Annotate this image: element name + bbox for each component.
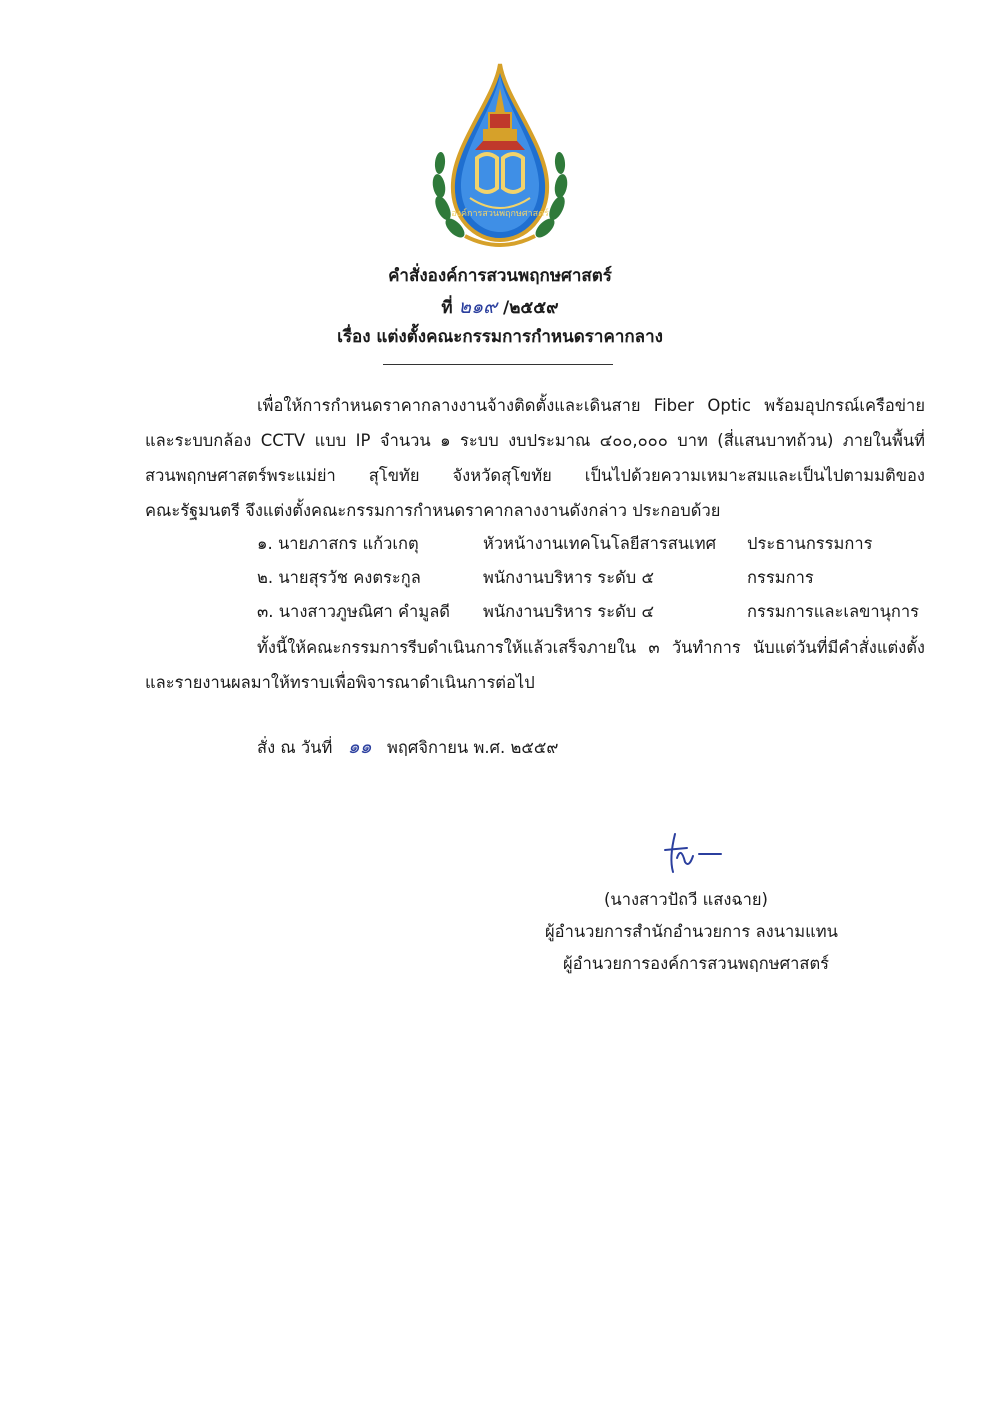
member-position: พนักงานบริหาร ระดับ ๕	[483, 568, 654, 587]
order-date	[257, 730, 558, 764]
organization-emblem-logo	[425, 58, 575, 258]
order-number-handwritten: ๒๑๙	[458, 296, 498, 318]
member-role: ประธานกรรมการ	[747, 534, 873, 553]
order-number-prefix: ที่	[441, 298, 453, 318]
member-name: ๓. นางสาวภูษณิศา คำมูลดี	[257, 602, 451, 621]
member-role: กรรมการ	[747, 568, 814, 587]
closing-paragraph	[145, 630, 925, 700]
handwritten-signature-icon	[655, 828, 725, 878]
closing-line: ทั้งนี้ให้คณะกรรมการรีบดำเนินการให้แล้วเสร็จภายใน ๓ วันทำการ นับแต่วันที่มีคำสั่งแต่งตั้ง	[257, 638, 925, 657]
member-role: กรรมการและเลขานุการ	[747, 602, 920, 621]
member-position: หัวหน้างานเทคโนโลยีสารสนเทศ	[483, 534, 717, 553]
body-paragraph	[145, 388, 925, 528]
closing-line: และรายงานผลมาให้ทราบเพื่อพิจารณาดำเนินการต่อไป	[145, 673, 535, 692]
heading-divider	[383, 364, 613, 365]
member-position: พนักงานบริหาร ระดับ ๔	[483, 602, 654, 621]
body-line: และระบบกล้อง CCTV แบบ IP จำนวน ๑ ระบบ งบประมาณ ๔๐๐,๐๐๐ บาท (สี่แสนบาทถ้วน) ภายในพื้นที่	[145, 431, 925, 450]
signatory-title: ผู้อำนวยการองค์การสวนพฤกษศาสตร์	[563, 954, 830, 973]
signatory-title: ผู้อำนวยการสำนักอำนวยการ ลงนามแทน	[545, 922, 838, 941]
body-line: คณะรัฐมนตรี จึงแต่งตั้งคณะกรรมการกำหนดราคากลางงานดังกล่าว ประกอบด้วย	[145, 501, 721, 520]
date-day-handwritten: ๑๑	[347, 736, 372, 758]
signatory-name: (นางสาวปัถวี แสงฉาย)	[604, 890, 768, 909]
member-name: ๒. นายสุรวัช คงตระกูล	[257, 568, 421, 587]
member-name: ๑. นายภาสกร แก้วเกตุ	[257, 534, 419, 553]
date-prefix: สั่ง ณ วันที่	[257, 738, 333, 757]
order-number-year: /๒๕๕๙	[502, 298, 559, 318]
logo-text: องค์การสวนพฤกษศาสตร์	[451, 209, 549, 219]
order-subject: เรื่อง แต่งตั้งคณะกรรมการกำหนดราคากลาง	[337, 327, 663, 347]
body-line: เพื่อให้การกำหนดราคากลางงานจ้างติดตั้งและเดินสาย Fiber Optic พร้อมอุปกรณ์เครือข่าย	[257, 396, 925, 415]
date-month-year: พฤศจิกายน พ.ศ. ๒๕๕๙	[386, 738, 559, 757]
order-number	[0, 292, 1000, 322]
order-heading: คำสั่งองค์การสวนพฤกษศาสตร์	[388, 266, 612, 286]
body-line: สวนพฤกษศาสตร์พระแม่ย่า สุโขทัย จังหวัดสุโขทัย เป็นไปด้วยความเหมาะสมและเป็นไปตามมติของ	[145, 466, 925, 485]
